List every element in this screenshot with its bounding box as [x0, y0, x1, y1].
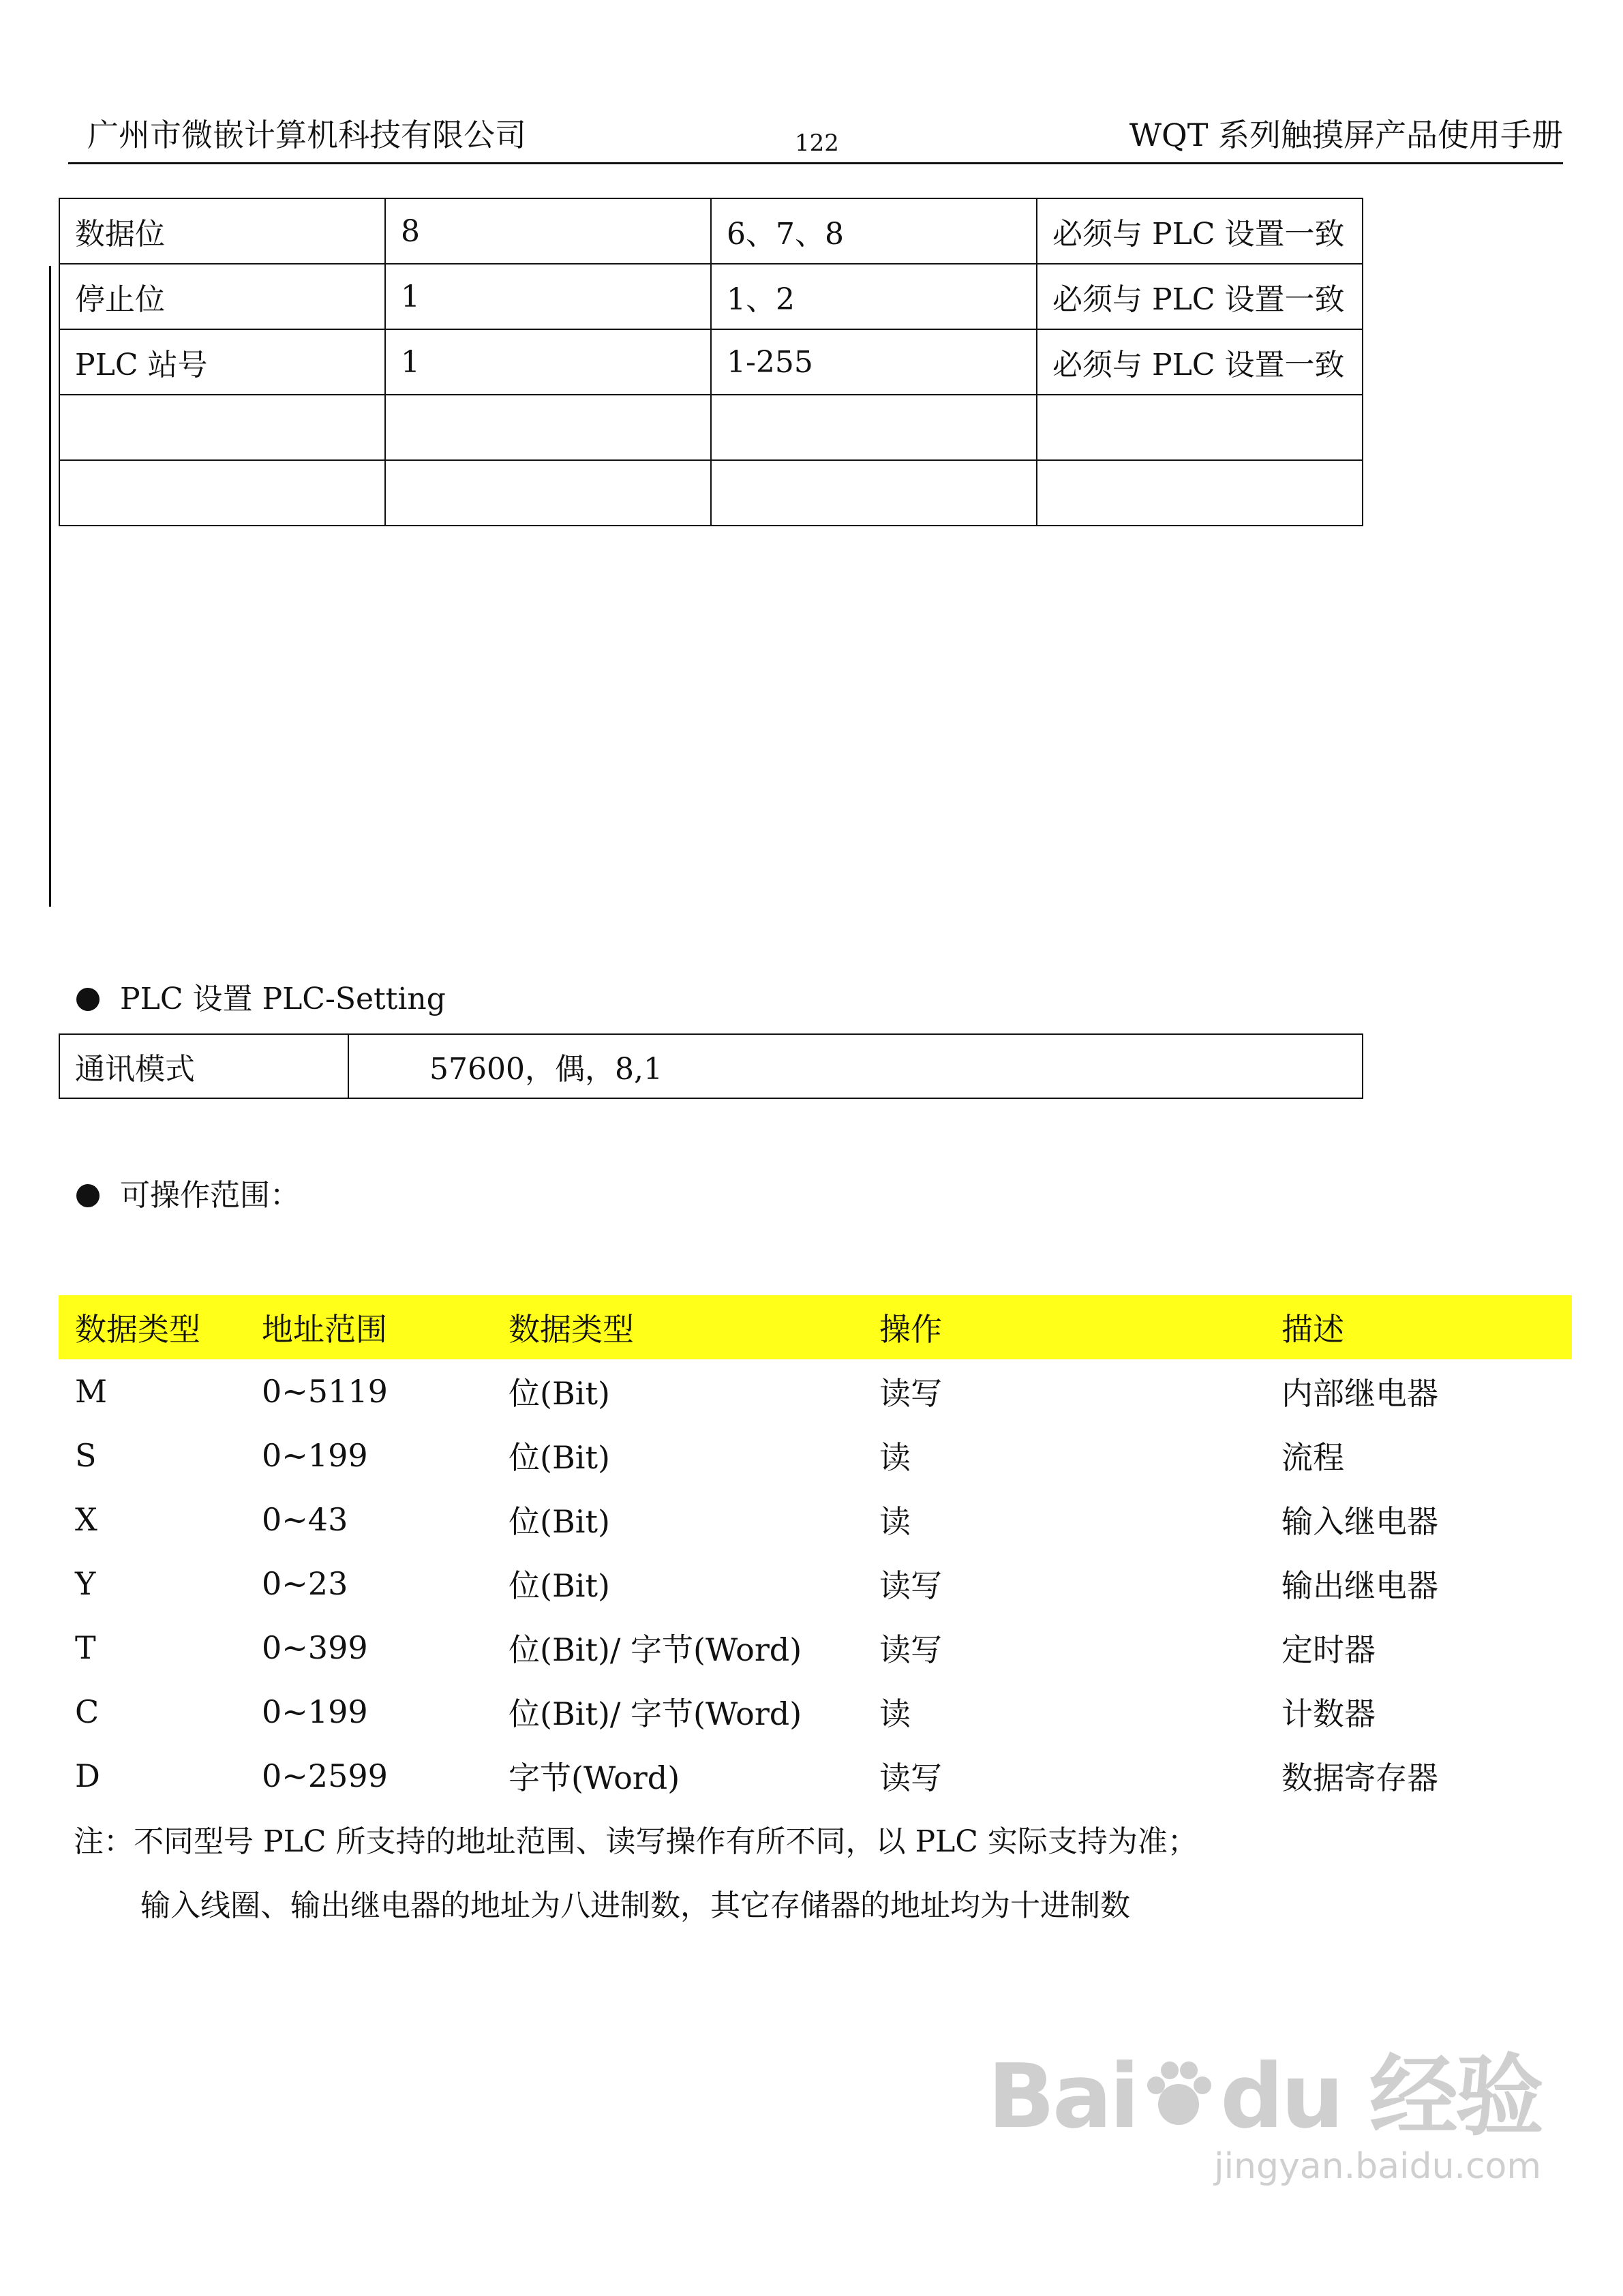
- table-cell: [385, 460, 711, 526]
- table-row: [59, 460, 1363, 526]
- table-row: [59, 1552, 1572, 1616]
- table-cell: 停止位: [59, 264, 385, 329]
- table-cell: T: [75, 1629, 96, 1666]
- table-cell: 位(Bit)/ 字节(Word): [509, 1631, 802, 1668]
- watermark-logo: [987, 2044, 1541, 2150]
- table-cell: 读: [879, 1503, 911, 1540]
- table-row: [59, 1744, 1572, 1808]
- table-cell: 位(Bit): [509, 1567, 610, 1604]
- table-cell: [59, 460, 385, 526]
- bullet-icon: [76, 988, 100, 1011]
- table-cell: M: [75, 1373, 108, 1410]
- table-cell: 必须与 PLC 设置一致: [1037, 198, 1363, 264]
- table-cell: 内部继电器: [1281, 1375, 1438, 1412]
- table-cell: 0~43: [262, 1501, 348, 1538]
- watermark-logo-right: du 经验: [1220, 2044, 1541, 2148]
- table-cell: 定时器: [1281, 1631, 1376, 1668]
- table-cell: 字节(Word): [509, 1759, 680, 1796]
- table-row: [59, 1487, 1572, 1552]
- note-line-2: 输入线圈、输出继电器的地址为八进制数，其它存储器的地址均为十进制数: [140, 1888, 1130, 1923]
- table-cell: 位(Bit): [509, 1375, 610, 1412]
- table-cell: 数据位: [59, 198, 385, 264]
- page-number: 122: [795, 130, 839, 157]
- comm-mode-value: 57600，偶，8,1: [348, 1034, 1363, 1098]
- table-cell: 输出继电器: [1281, 1567, 1438, 1604]
- column-header: 数据类型: [492, 1295, 863, 1359]
- table-cell: 0~23: [262, 1565, 348, 1602]
- baidu-jingyan-watermark: [987, 2044, 1541, 2188]
- table-row: [59, 1616, 1572, 1680]
- range-heading: [76, 1175, 300, 1216]
- table-row: [59, 329, 1363, 395]
- table-cell: 8: [385, 198, 711, 264]
- watermark-url: jingyan.baidu.com: [1214, 2146, 1541, 2188]
- table-cell: 位(Bit)/ 字节(Word): [509, 1695, 802, 1732]
- table-cell: 计数器: [1281, 1695, 1376, 1732]
- range-heading-text: 可操作范围：: [120, 1178, 300, 1213]
- table-cell: 0~199: [262, 1437, 368, 1474]
- table-cell: 6、7、8: [711, 198, 1037, 264]
- table-row: [59, 395, 1363, 460]
- comm-mode-label: 通讯模式: [59, 1034, 348, 1098]
- watermark-logo-left: Bai: [987, 2044, 1138, 2148]
- table-cell: 数据寄存器: [1281, 1759, 1438, 1796]
- table-cell: 位(Bit): [509, 1503, 610, 1540]
- address-range-table: [59, 1295, 1572, 1808]
- table-cell: 1、2: [711, 264, 1037, 329]
- table-cell: 必须与 PLC 设置一致: [1037, 264, 1363, 329]
- table-cell: 读写: [879, 1631, 942, 1668]
- column-header: 数据类型: [59, 1295, 245, 1359]
- table-cell: [385, 395, 711, 460]
- table-cell: 1-255: [711, 329, 1037, 395]
- params-table: [59, 198, 1363, 526]
- table-header-row: [59, 1295, 1572, 1359]
- table-cell: X: [75, 1501, 97, 1538]
- table-cell: 0~199: [262, 1693, 368, 1730]
- table-cell: [1037, 395, 1363, 460]
- column-header: 地址范围: [245, 1295, 492, 1359]
- table-row: [59, 198, 1363, 264]
- column-header: 描述: [1265, 1295, 1572, 1359]
- table-cell: 读写: [879, 1375, 942, 1412]
- table-row: [59, 1423, 1572, 1487]
- table-cell: [711, 395, 1037, 460]
- table-cell: 读: [879, 1695, 911, 1732]
- bullet-icon: [76, 1184, 100, 1207]
- manual-title: WQT 系列触摸屏产品使用手册: [1129, 117, 1563, 153]
- table-row: [59, 1680, 1572, 1744]
- table-cell: 0~2599: [262, 1757, 388, 1794]
- table-cell: 读: [879, 1439, 911, 1476]
- table-row: [59, 1359, 1572, 1423]
- column-header: 操作: [863, 1295, 1265, 1359]
- note-line-1: 注：不同型号 PLC 所支持的地址范围、读写操作有所不同，以 PLC 实际支持为准；: [74, 1824, 1198, 1859]
- table-cell: 流程: [1281, 1439, 1344, 1476]
- table-cell: S: [75, 1437, 97, 1474]
- table-row: [59, 264, 1363, 329]
- table-cell: Y: [75, 1565, 96, 1602]
- table-cell: 读写: [879, 1567, 942, 1604]
- table-row: [59, 1034, 1363, 1098]
- table-cell: 位(Bit): [509, 1439, 610, 1476]
- margin-change-bar: [49, 266, 51, 907]
- plc-setting-heading: [76, 979, 446, 1020]
- plc-setting-heading-text: PLC 设置 PLC-Setting: [120, 982, 446, 1016]
- table-cell: D: [75, 1757, 100, 1794]
- table-cell: 0~5119: [262, 1373, 388, 1410]
- plc-setting-table: [59, 1033, 1363, 1099]
- table-cell: 1: [385, 329, 711, 395]
- table-cell: [59, 395, 385, 460]
- company-name: 广州市微嵌计算机科技有限公司: [87, 117, 526, 153]
- table-cell: 0~399: [262, 1629, 368, 1666]
- table-cell: 读写: [879, 1759, 942, 1796]
- table-cell: C: [75, 1693, 100, 1730]
- table-cell: PLC 站号: [59, 329, 385, 395]
- table-cell: [711, 460, 1037, 526]
- paw-icon: [1141, 2055, 1216, 2150]
- table-cell: 输入继电器: [1281, 1503, 1438, 1540]
- table-cell: [1037, 460, 1363, 526]
- table-cell: 1: [385, 264, 711, 329]
- header-rule: [68, 162, 1563, 164]
- table-cell: 必须与 PLC 设置一致: [1037, 329, 1363, 395]
